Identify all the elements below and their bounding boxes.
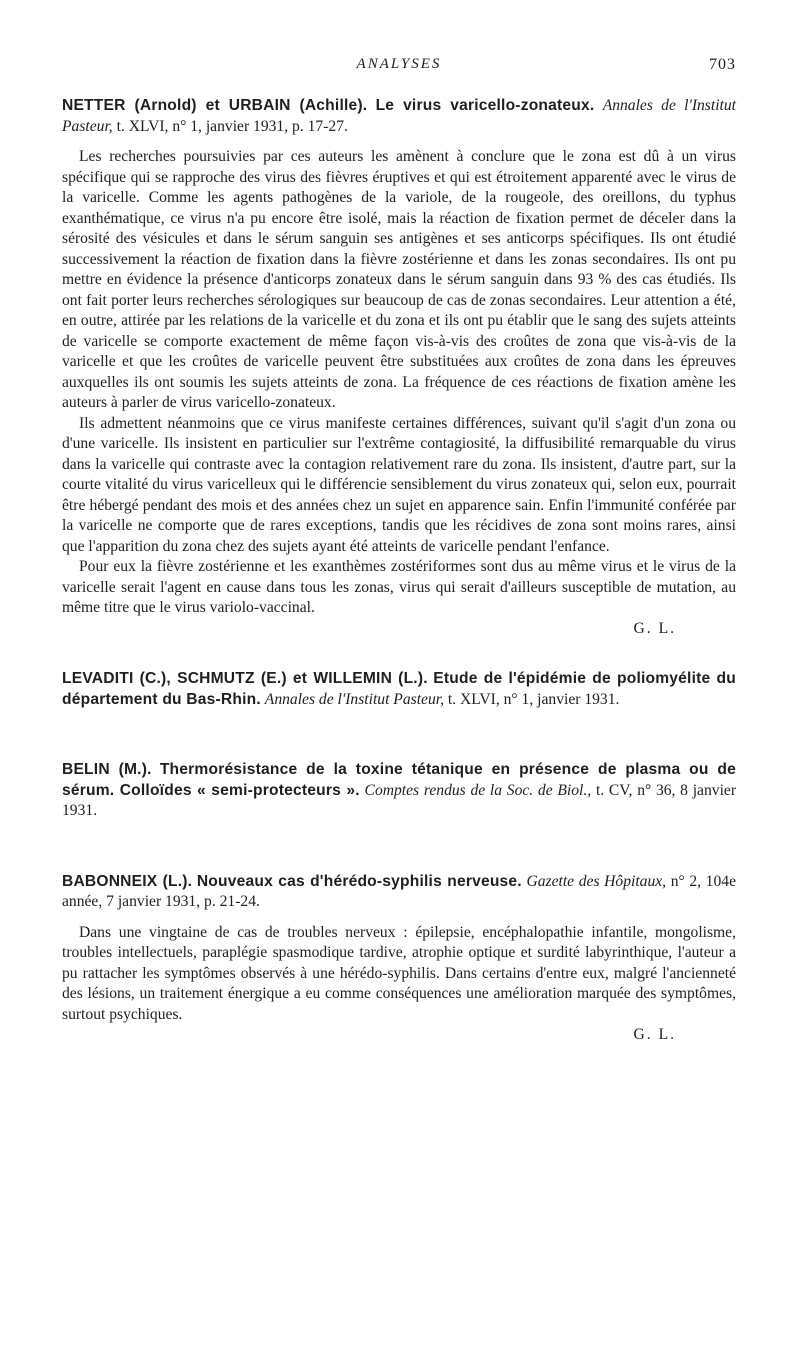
entry-source-details: t. XLVI, n° 1, janvier 1931, p. 17-27. (116, 117, 348, 135)
entry-source-journal: Gazette des Hôpitaux, (526, 872, 667, 890)
abstract-entry-netter-urbain (62, 96, 736, 639)
entry-heading (62, 872, 736, 913)
entry-signature: G. L. (633, 619, 676, 637)
entry-paragraph: Dans une vingtaine de cas de troubles nerveux : épilepsie, encéphalopathie infantile, mongolisme, troubles intellectuels, paraplégie spasmodique tardive, atrophie optique et surdité labyrinthique, l'auteur a pu rattacher les symptômes observés à une hérédo-syphilis. Dans certains d'entre eux, malgré l'ancienneté des lésions, un traitement énergique a eu comme conséquences une amélioration marquée des symptômes, surtout psychiques. (62, 923, 736, 1023)
entry-paragraph: Ils admettent néanmoins que ce virus manifeste certaines différences, suivant qu'il s'agit d'un zona ou d'une varicelle. Ils insistent en particulier sur l'extrême contagiosité, la diffusibilité remarquable du virus dans la varicelle qui contraste avec la contagion relativement rare du zona. Ils insistent, d'autre part, sur la courte vitalité du virus varicelleux qui le différencie sensiblement du virus zonateux qui, selon eux, pourrait être hébergé pendant des mois et des années chez un sujet en apparence sain. Enfin l'immunité conférée par la varicelle ne comporte que de rares exceptions, tandis que les récidives de zona sont moins rares, ainsi que l'apparition du zona chez des sujets ayant été atteints de varicelle pendant l'enfance. (62, 414, 736, 555)
entry-heading (62, 96, 736, 137)
entry-heading (62, 760, 736, 822)
entry-title: Nouveaux cas d'hérédo-syphilis nerveuse. (196, 872, 522, 890)
abstract-entry-babonneix (62, 872, 736, 1046)
entry-title: Etude de l'épidémie de poliomyélite du département du Bas-Rhin. (62, 670, 736, 708)
abstract-entry-belin (62, 760, 736, 822)
entry-source-journal: Comptes rendus de la Soc. de Biol., (364, 781, 592, 799)
entry-authors: NETTER (Arnold) et URBAIN (Achille). (62, 97, 368, 114)
running-head (62, 56, 736, 82)
entry-source-journal: Annales de l'Institut Pasteur, (264, 690, 444, 708)
entry-source-journal: Annales de l'Institut Pasteur, (62, 97, 737, 135)
running-title: ANALYSES (356, 56, 442, 72)
entry-heading (62, 669, 736, 710)
entry-source-details: t. CV, n° 36, 8 janvier 1931. (62, 781, 737, 819)
entry-title: Le virus varicello-zonateux. (375, 97, 595, 114)
entry-paragraph: Les recherches poursuivies par ces auteurs les amènent à conclure que le zona est dû à un virus spécifique qui se rapproche des virus des fièvres éruptives et qui est étroitement apparenté avec le virus de la varicelle. Comme les agents pathogènes de la variole, de la rougeole, des oreillons, du typhus exanthématique, ce virus n'a pu encore être isolé, mais la réaction de fixation permet de déceler dans la sérosité des vésicules et dans le sérum sanguin ses antigènes et ses anticorps spécifiques. Ils ont étudié successivement la réaction de fixation dans la fièvre zostérienne et dans les zonas secondaires. Ils ont pu mettre en évidence la présence d'anticorps zonateux dans le sérum sanguin dans 93 % des cas étudiés. Ils ont fait porter leurs recherches sérologiques sur beaucoup de cas de zonas secondaires. Leur attention a été, en outre, attirée par les relations de la varicelle et du zona et ils ont pu établir que le sang des sujets atteints de varicelle se comporte exactement de même façon vis-à-vis des croûtes de zona que vis-à-vis de la varicelle et que les croûtes de varicelle peuvent être substituées aux croûtes de zona dans les épreuves auxquelles ils ont soumis les sujets atteints de zona. La fréquence de ces réactions de fixation amène les auteurs à parler de virus varicello-zonateux. (62, 148, 736, 411)
journal-page (62, 56, 736, 1046)
entry-source-details: n° 2, 104e année, 7 janvier 1931, p. 21-24. (62, 872, 736, 910)
entry-paragraph: Pour eux la fièvre zostérienne et les exanthèmes zostériformes sont dus au même virus et le virus de la varicelle serait l'agent en cause dans tous les zonas, virus qui serait d'ailleurs susceptible de mutation, au même titre que le virus variolo-vaccinal. (62, 558, 736, 616)
entry-authors: BABONNEIX (L.). (62, 872, 193, 890)
entry-authors: LEVADITI (C.), SCHMUTZ (E.) et WILLEMIN (L.). (62, 670, 428, 687)
entry-source-details: t. XLVI, n° 1, janvier 1931. (447, 690, 620, 708)
entry-title: Thermorésistance de la toxine tétanique en présence de plasma ou de sérum. Colloïdes « semi-protecteurs ». (62, 761, 736, 799)
abstract-entry-levaditi (62, 669, 736, 710)
entry-signature: G. L. (633, 1026, 676, 1043)
page-number: 703 (709, 56, 736, 73)
entry-authors: BELIN (M.). (62, 761, 152, 778)
